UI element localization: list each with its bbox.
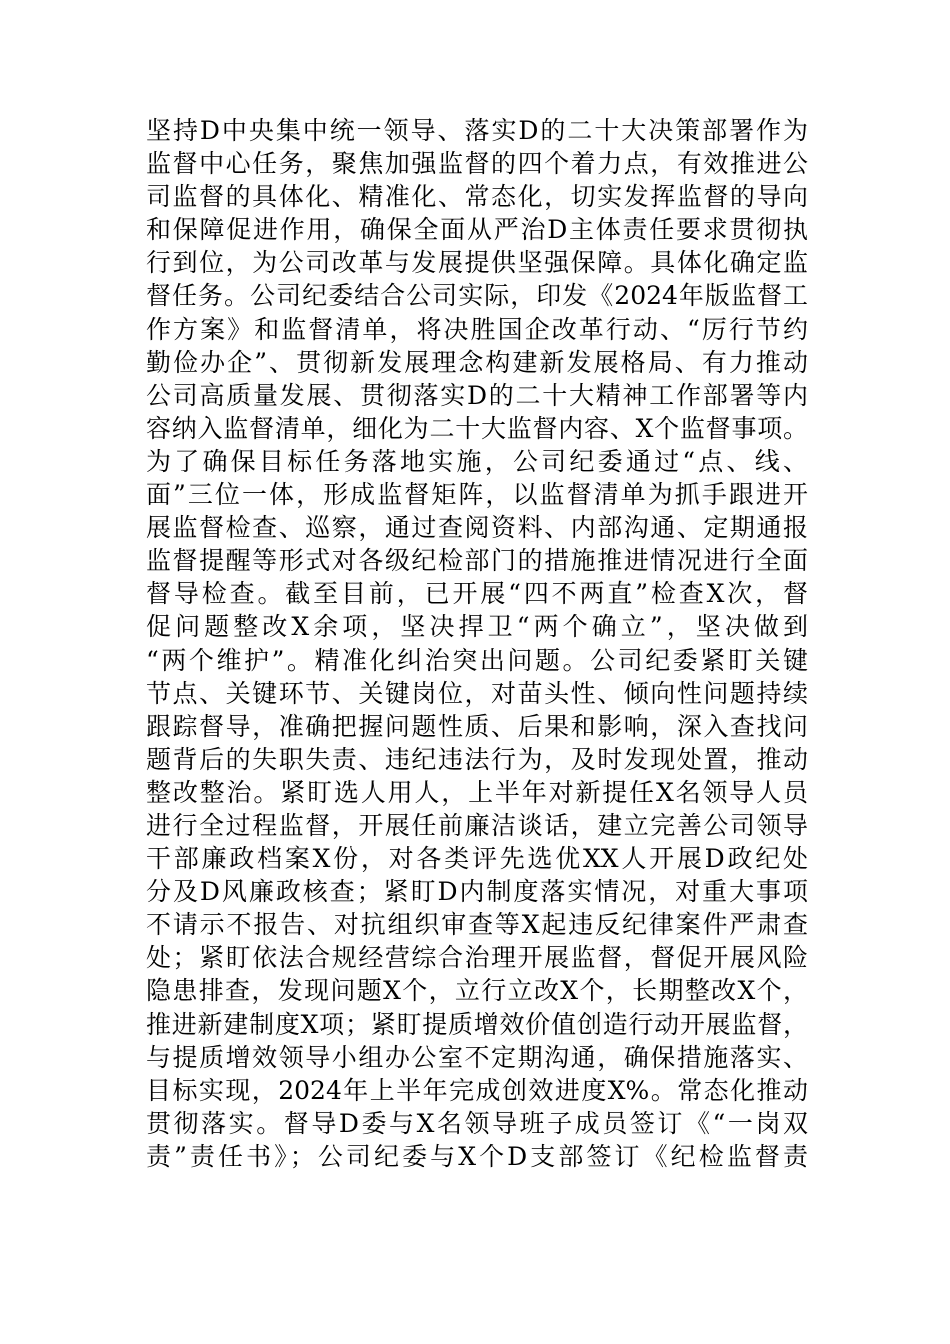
text-line: 促问题整改X余项，坚决捍卫“两个确立”，坚决做到 [146, 612, 808, 642]
text-line: 节点、关键环节、关键岗位，对苗头性、倾向性问题持续 [146, 678, 808, 708]
text-line: 不请示不报告、对抗组织审查等X起违反纪律案件严肃查 [146, 910, 808, 940]
text-line: 司监督的具体化、精准化、常态化，切实发挥监督的导向 [146, 182, 808, 212]
text-line: 监督中心任务，聚焦加强监督的四个着力点，有效推进公 [146, 149, 808, 179]
text-line: 公司高质量发展、贯彻落实D的二十大精神工作部署等内 [146, 380, 808, 410]
text-line: 监督提醒等形式对各级纪检部门的措施推进情况进行全面 [146, 546, 808, 576]
text-line: 行到位，为公司改革与发展提供坚强保障。具体化确定监 [146, 248, 808, 278]
text-line: 处；紧盯依法合规经营综合治理开展监督，督促开展风险 [146, 943, 808, 973]
text-line: 容纳入监督清单，细化为二十大监督内容、X个监督事项。 [146, 413, 808, 443]
text-line: 贯彻落实。督导D委与X名领导班子成员签订《“一岗双 [146, 1108, 808, 1138]
text-line: 督任务。公司纪委结合公司实际，印发《2024年版监督工 [146, 281, 808, 311]
text-line: 和保障促进作用，确保全面从严治D主体责任要求贯彻执 [146, 215, 808, 245]
text-line: 干部廉政档案X份，对各类评先选优XX人开展D政纪处 [146, 844, 808, 874]
text-line: “两个维护”。精准化纠治突出问题。公司纪委紧盯关键 [146, 645, 808, 675]
text-line: 进行全过程监督，开展任前廉洁谈话，建立完善公司领导 [146, 810, 808, 840]
text-line: 隐患排查，发现问题X个，立行立改X个，长期整改X个， [146, 976, 808, 1006]
text-line: 整改整治。紧盯选人用人，上半年对新提任X名领导人员 [146, 777, 808, 807]
text-line: 坚持D中央集中统一领导、落实D的二十大决策部署作为 [146, 116, 808, 145]
text-line: 与提质增效领导小组办公室不定期沟通，确保措施落实、 [146, 1042, 808, 1072]
body-paragraph [146, 114, 808, 1173]
text-line: 面”三位一体，形成监督矩阵，以监督清单为抓手跟进开 [146, 480, 808, 510]
text-line: 题背后的失职失责、违纪违法行为，及时发现处置，推动 [146, 744, 808, 774]
text-line: 目标实现，2024年上半年完成创效进度X%。常态化推动 [146, 1075, 808, 1105]
text-line: 作方案》和监督清单，将决胜国企改革行动、“厉行节约 [146, 314, 808, 344]
text-line: 督导检查。截至目前，已开展“四不两直”检查X次，督 [146, 579, 808, 609]
text-line: 分及D风廉政核查；紧盯D内制度落实情况，对重大事项 [146, 877, 808, 907]
text-line: 责”责任书》；公司纪委与X个D支部签订《纪检监督责 [146, 1141, 808, 1171]
text-line: 推进新建制度X项；紧盯提质增效价值创造行动开展监督， [146, 1009, 808, 1039]
text-line: 为了确保目标任务落地实施，公司纪委通过“点、线、 [146, 446, 808, 476]
text-line: 展监督检查、巡察，通过查阅资料、内部沟通、定期通报 [146, 513, 808, 543]
text-line: 勤俭办企”、贯彻新发展理念构建新发展格局、有力推动 [146, 347, 808, 377]
text-line: 跟踪督导，准确把握问题性质、后果和影响，深入查找问 [146, 711, 808, 741]
